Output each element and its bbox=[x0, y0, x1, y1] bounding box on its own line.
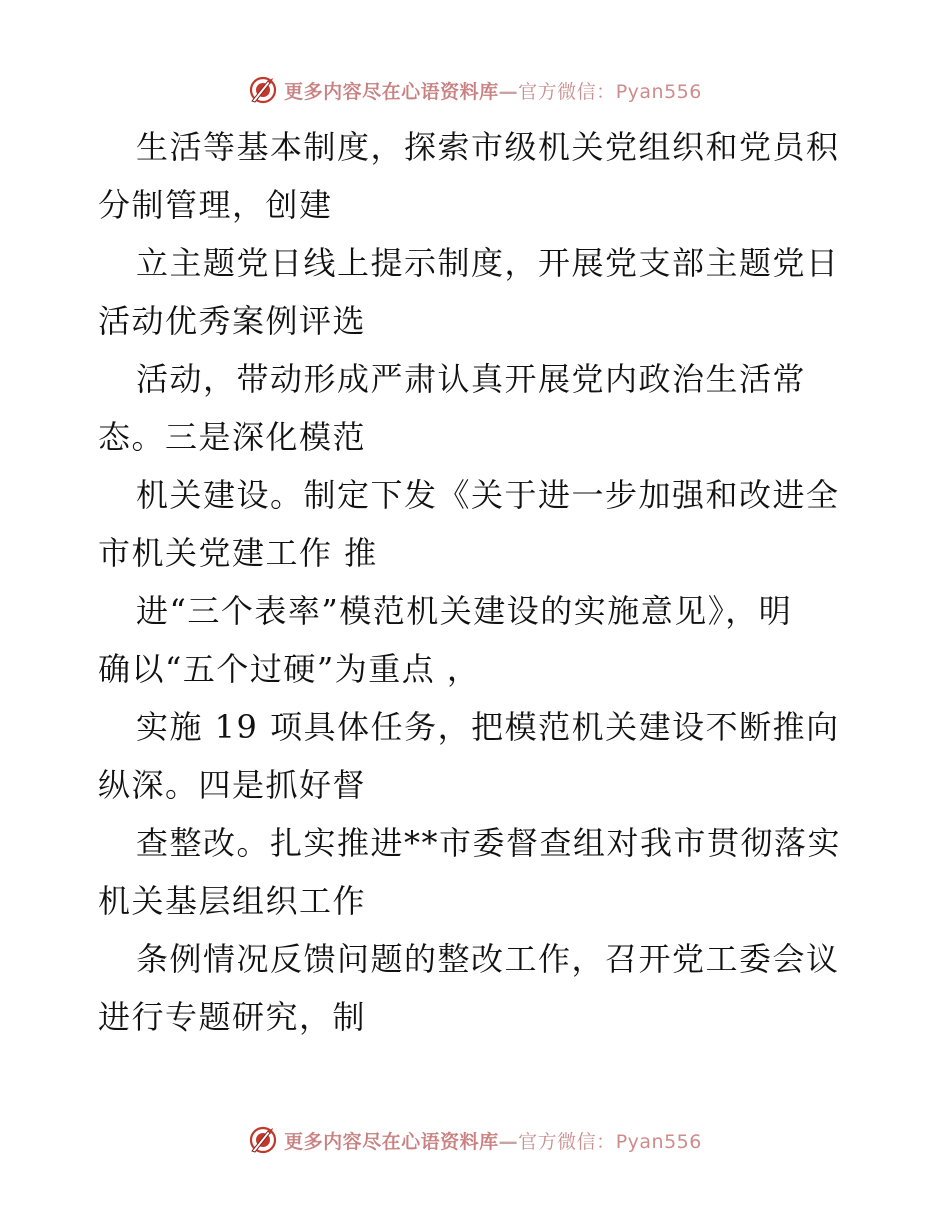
footer-banner-text bbox=[284, 1127, 702, 1154]
document-body bbox=[98, 118, 858, 1046]
header-banner-id: Pyan556 bbox=[615, 80, 702, 103]
body-line: 进行专题研究，制 bbox=[98, 998, 367, 1036]
body-line: 确以“五个过硬”为重点 ， bbox=[98, 650, 481, 688]
body-line: 生活等基本制度，探索市级机关党组织和党员积 bbox=[136, 128, 840, 166]
body-line: 查整改。扎实推进**市委督查组对我市贯彻落实 bbox=[136, 824, 842, 862]
body-line: 机关基层组织工作 bbox=[98, 882, 367, 920]
body-line: 实施 19 项具体任务，把模范机关建设不断推向 bbox=[136, 708, 840, 746]
red-circle-quill-logo-icon bbox=[248, 75, 278, 105]
header-banner bbox=[0, 70, 950, 110]
body-line: 机关建设。制定下发《关于进一步加强和改进全 bbox=[136, 476, 840, 514]
red-circle-quill-logo-icon bbox=[248, 1125, 278, 1155]
footer-banner-wechat: 官方微信： bbox=[518, 1130, 616, 1153]
body-line: 市机关党建工作 推 bbox=[98, 534, 378, 572]
header-banner-wechat: 官方微信： bbox=[518, 80, 616, 103]
body-line: 活动，带动形成严肃认真开展党内政治生活常 bbox=[136, 360, 807, 398]
body-line: 分制管理，创建 bbox=[98, 186, 333, 224]
header-banner-main: 更多内容尽在心语资料库 bbox=[284, 80, 499, 103]
footer-banner bbox=[0, 1120, 950, 1160]
header-banner-text bbox=[284, 77, 702, 104]
body-line: 态。三是深化模范 bbox=[98, 418, 367, 456]
body-line: 纵深。四是抓好督 bbox=[98, 766, 367, 804]
body-line: 立主题党日线上提示制度，开展党支部主题党日 bbox=[136, 244, 840, 282]
footer-banner-id: Pyan556 bbox=[615, 1130, 702, 1153]
body-line: 进“三个表率”模范机关建设的实施意见》，明 bbox=[136, 592, 793, 630]
footer-banner-sep: — bbox=[498, 1130, 519, 1153]
body-line: 活动优秀案例评选 bbox=[98, 302, 367, 340]
body-line: 条例情况反馈问题的整改工作，召开党工委会议 bbox=[136, 940, 840, 978]
footer-banner-main: 更多内容尽在心语资料库 bbox=[284, 1130, 499, 1153]
header-banner-sep: — bbox=[498, 80, 519, 103]
